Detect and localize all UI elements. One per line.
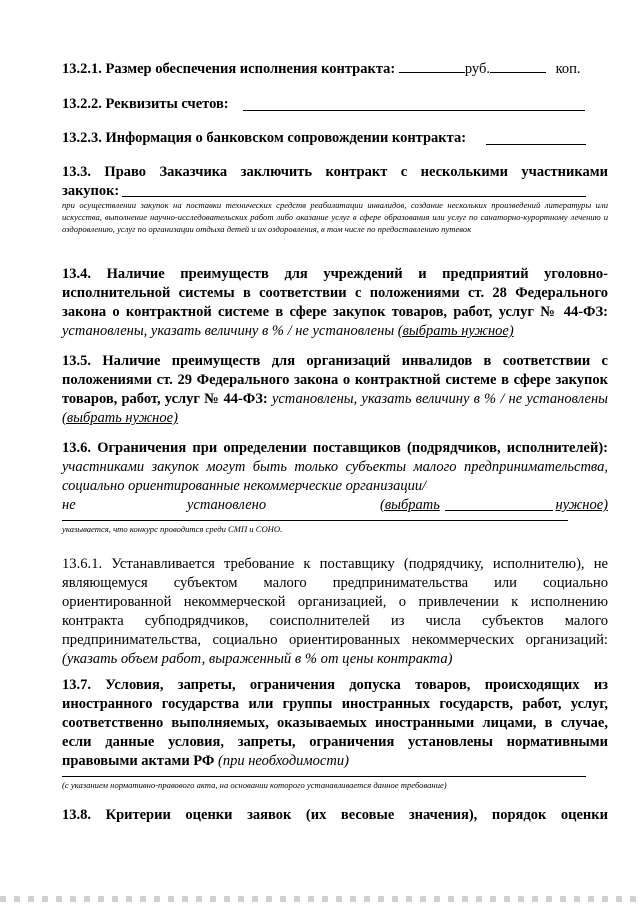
section-13-7-options: (при необходимости): [218, 753, 349, 769]
bank-support-line: [486, 144, 586, 145]
section-13-6-answer-line: [62, 520, 568, 521]
section-13-7: [62, 676, 608, 771]
section-13-4-options: установлены, указать величину в % / не установлены: [62, 323, 395, 339]
section-13-7-note: (с указанием нормативно-правового акта, на основании которого устанавливается данное требование): [62, 780, 447, 790]
section-13-2-1-text: 13.2.1. Размер обеспечения исполнения контракта:: [62, 61, 396, 77]
section-13-7-answer-line: [62, 776, 586, 777]
scan-edge-artifact: [0, 896, 640, 902]
section-13-6-options: участниками закупок могут быть только субъекты малого предпринимательства, социально ориентированные некоммерческие организации/: [62, 459, 608, 494]
section-13-6-last-line: [62, 496, 608, 515]
section-13-5-title: 13.5. Наличие преимуществ для организаций инвалидов в соответствии с положениями ст. 29 Федерального закона о контрактной системе в сфере закупок товаров, работ, услуг № 44-ФЗ:: [62, 353, 608, 407]
section-13-6-ne: не: [62, 497, 76, 513]
section-13-4-title: 13.4. Наличие преимуществ для учреждений и предприятий уголовно-исполнительной системы в соответствии с положениями ст. 28 Федерального закона о контрактной системе в сфере закупок товаров, работ, услуг № 44-ФЗ:: [62, 266, 608, 320]
section-13-6-note: указывается, что конкурс проводится среди СМП и СОНО.: [62, 524, 283, 534]
section-13-6-1-options: (указать объем работ, выраженный в % от цены контракта): [62, 651, 453, 667]
accounts-line: [243, 110, 585, 111]
section-13-3-title: 13.3. Право Заказчика заключить контракт с несколькими участниками: [62, 164, 608, 180]
section-13-6-choose1: (выбрать: [380, 497, 440, 513]
section-13-5-options: установлены, указать величину в % / не установлены: [271, 391, 608, 407]
section-13-6-title: 13.6. Ограничения при определении поставщиков (подрядчиков, исполнителей):: [62, 440, 608, 456]
section-13-7-title: 13.7. Условия, запреты, ограничения допуска товаров, происходящих из иностранного государства или группы иностранных государств, работ, услуг, соответственно выполняемых, оказываемых иностранными лицами, в случае, если данные условия, запреты, ограничения установлены нормативными правовыми актами РФ: [62, 677, 608, 769]
kop-label: коп.: [555, 61, 581, 77]
section-13-4: [62, 265, 608, 341]
rub-label: руб.: [464, 61, 490, 77]
section-13-2-3-text: 13.2.3. Информация о банковском сопровождении контракта:: [62, 130, 467, 146]
section-13-8-text: 13.8. Критерии оценки заявок (их весовые значения), порядок оценки: [62, 807, 608, 823]
section-13-3-title-cont: закупок:: [62, 183, 120, 199]
amount-rub-line: [399, 71, 465, 73]
amount-kop-line: [490, 71, 546, 73]
section-13-2-2-text: 13.2.2. Реквизиты счетов:: [62, 96, 229, 112]
section-13-6-choose-underline: [445, 510, 553, 511]
section-13-6: [62, 439, 608, 496]
section-13-2-2: [62, 95, 608, 114]
section-13-3-note: при осуществлении закупок на поставки технических средств реабилитации инвалидов, создание нескольких произведений литературы или искусства, выполнение научно-исследовательских работ либо оказание услуг в сфере образования или услуг по санаторно-курортному лечению и оздоровлению, услуг по организации отдыха детей и их оздоровления, в том числе по предоставлению путевок: [62, 200, 608, 234]
section-13-6-1: [62, 555, 608, 669]
section-13-6-choose2: нужное): [555, 497, 608, 513]
section-13-3-line1: [62, 163, 608, 182]
section-13-6-1-text: 13.6.1. Устанавливается требование к поставщику (подрядчику, исполнителю), не являющемуся субъектом малого предпринимательства или социально ориентированной некоммерческой организацией, о привлечении к исполнению контракта субподрядчиков, соисполнителей из числа субъектов малого предпринимательства, социально ориентированных некоммерческих организаций:: [62, 556, 608, 648]
section-13-2-3: [62, 129, 608, 148]
section-13-2-1: [62, 60, 608, 79]
section-13-4-choose: (выбрать нужное): [397, 323, 514, 339]
section-13-8: [62, 806, 608, 825]
section-13-6-ustanovleno: установлено: [187, 497, 267, 513]
section-13-5-choose: (выбрать нужное): [62, 410, 178, 426]
section-13-5: [62, 352, 608, 428]
section-13-3-answer-line: [122, 196, 586, 197]
